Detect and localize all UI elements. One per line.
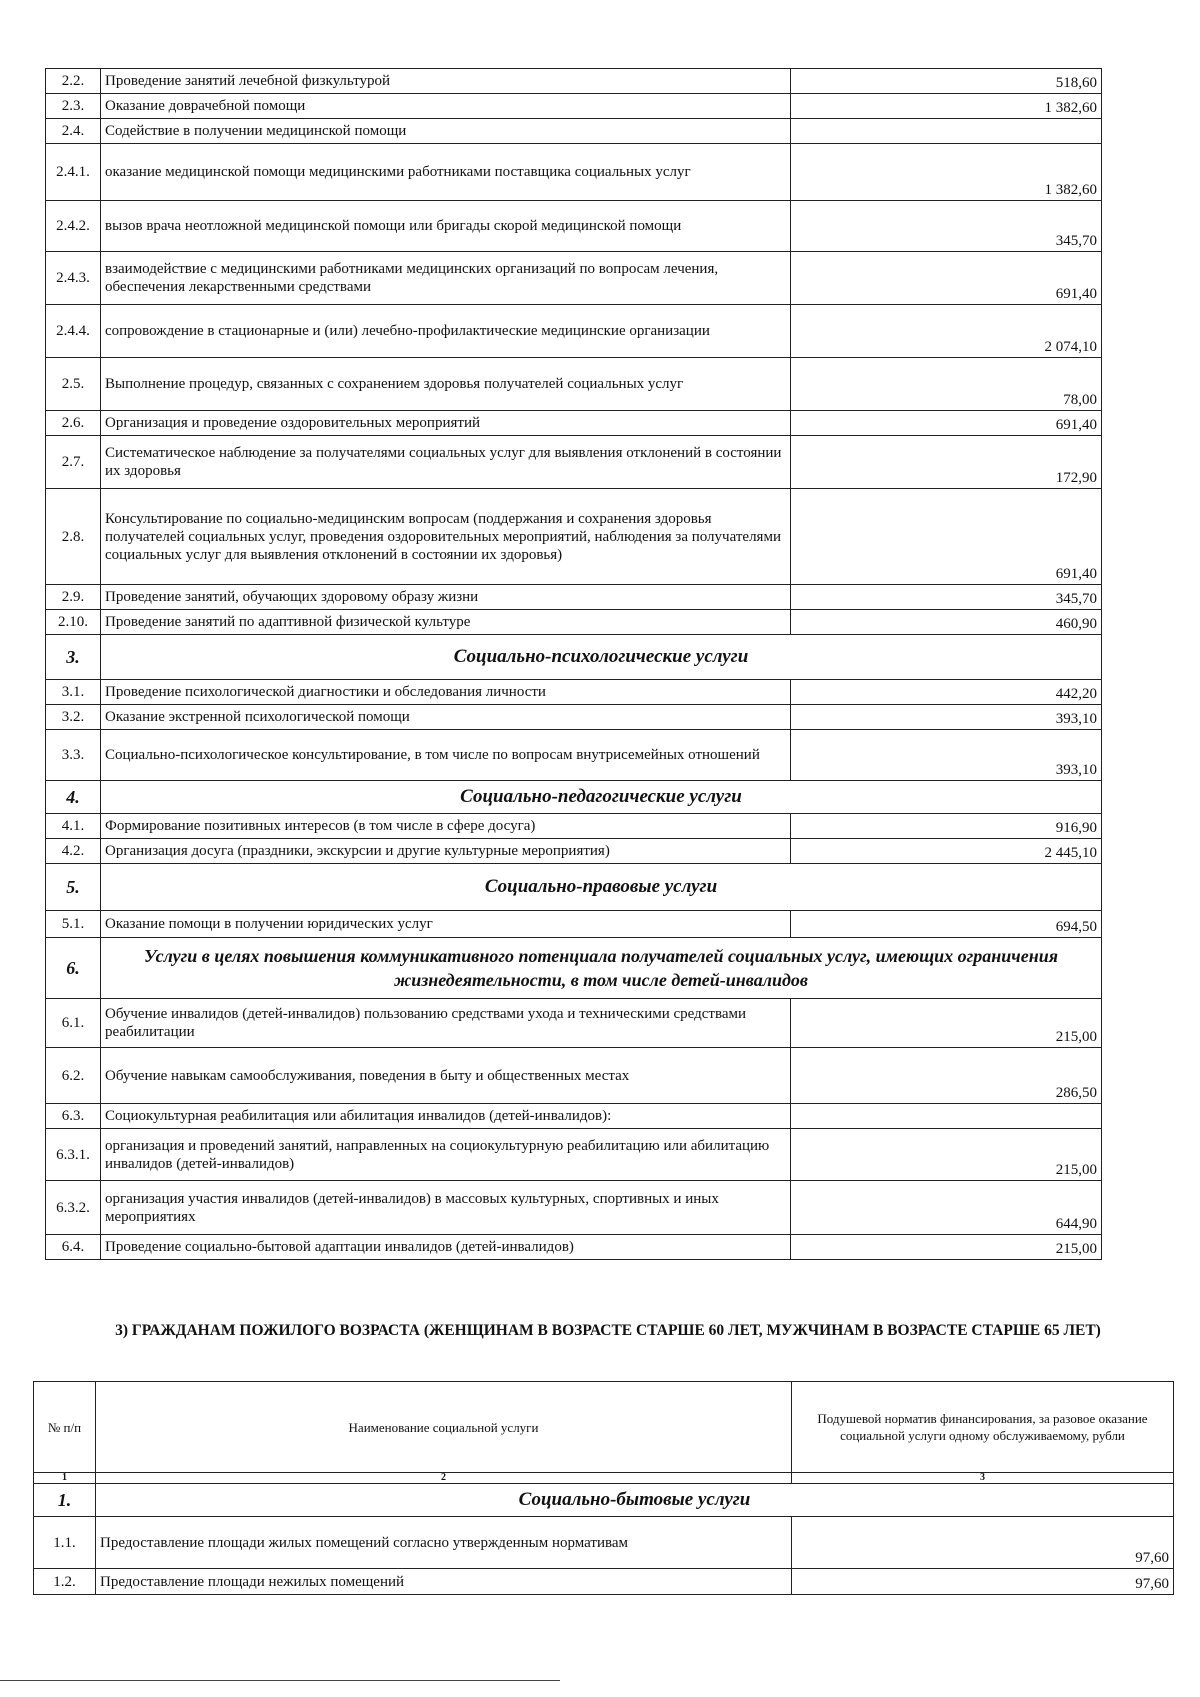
norm-value: 345,70 [791, 585, 1102, 610]
norm-value: 215,00 [791, 1235, 1102, 1260]
services-table-continued [45, 68, 1102, 1260]
service-number: 2.9. [46, 585, 101, 610]
table-header-row [34, 1382, 1174, 1473]
service-number: 3.2. [46, 705, 101, 730]
service-name: Оказание доврачебной помощи [101, 94, 791, 119]
column-number-row [34, 1473, 1174, 1484]
norm-value: 1 382,60 [791, 144, 1102, 201]
service-name: оказание медицинской помощи медицинскими работниками поставщика социальных услуг [101, 144, 791, 201]
service-name: Обучение навыкам самообслуживания, поведения в быту и общественных местах [101, 1048, 791, 1104]
norm-value: 2 074,10 [791, 305, 1102, 358]
service-name: Предоставление площади жилых помещений согласно утвержденным нормативам [96, 1517, 792, 1569]
service-name: Обучение инвалидов (детей-инвалидов) пользованию средствами ухода и техническими средствами реабилитации [101, 999, 791, 1048]
table-row [46, 305, 1102, 358]
table-row [34, 1517, 1174, 1569]
service-number: 6.1. [46, 999, 101, 1048]
service-name: Организация досуга (праздники, экскурсии и другие культурные мероприятия) [101, 839, 791, 864]
services-table-body [46, 69, 1102, 1260]
service-name: Выполнение процедур, связанных с сохранением здоровья получателей социальных услуг [101, 358, 791, 411]
service-number: 6.4. [46, 1235, 101, 1260]
service-number: 5.1. [46, 911, 101, 938]
table-row [46, 911, 1102, 938]
norm-value [791, 119, 1102, 144]
service-name: Оказание экстренной психологической помощи [101, 705, 791, 730]
service-name: вызов врача неотложной медицинской помощи или бригады скорой медицинской помощи [101, 201, 791, 252]
service-name: сопровождение в стационарные и (или) лечебно-профилактические медицинские организации [101, 305, 791, 358]
service-number: 6.3.1. [46, 1129, 101, 1181]
table-row [46, 585, 1102, 610]
column-number: 3 [792, 1473, 1174, 1484]
service-number: 3.3. [46, 730, 101, 781]
service-number: 2.4.4. [46, 305, 101, 358]
section-title: Социально-правовые услуги [101, 864, 1102, 911]
norm-value: 518,60 [791, 69, 1102, 94]
norm-value: 393,10 [791, 705, 1102, 730]
norm-value: 215,00 [791, 1129, 1102, 1181]
norm-value: 691,40 [791, 411, 1102, 436]
section-number: 3. [46, 635, 101, 680]
norm-value: 286,50 [791, 1048, 1102, 1104]
table-row [46, 1048, 1102, 1104]
norm-value: 691,40 [791, 489, 1102, 585]
table-row [46, 1129, 1102, 1181]
service-number: 2.8. [46, 489, 101, 585]
header-service-name: Наименование социальной услуги [96, 1382, 792, 1473]
footer-rule [0, 1680, 560, 1681]
service-name: Систематическое наблюдение за получателями социальных услуг для выявления отклонений в состоянии их здоровья [101, 436, 791, 489]
service-number: 2.10. [46, 610, 101, 635]
service-number: 6.3. [46, 1104, 101, 1129]
section-row [46, 781, 1102, 814]
service-number: 6.3.2. [46, 1181, 101, 1235]
norm-value [791, 1104, 1102, 1129]
norm-value: 172,90 [791, 436, 1102, 489]
table-row [46, 839, 1102, 864]
service-name: Социально-психологическое консультирование, в том числе по вопросам внутрисемейных отношений [101, 730, 791, 781]
section-number: 5. [46, 864, 101, 911]
service-number: 1.1. [34, 1517, 96, 1569]
service-number: 4.1. [46, 814, 101, 839]
service-name: Предоставление площади нежилых помещений [96, 1569, 792, 1595]
table-row [46, 730, 1102, 781]
table-row [46, 1104, 1102, 1129]
header-number: № п/п [34, 1382, 96, 1473]
service-name: Оказание помощи в получении юридических услуг [101, 911, 791, 938]
service-name: организация участия инвалидов (детей-инвалидов) в массовых культурных, спортивных и иных мероприятиях [101, 1181, 791, 1235]
service-name: Проведение социально-бытовой адаптации инвалидов (детей-инвалидов) [101, 1235, 791, 1260]
service-number: 4.2. [46, 839, 101, 864]
service-number: 2.2. [46, 69, 101, 94]
service-number: 2.4.3. [46, 252, 101, 305]
section-title: Социально-педагогические услуги [101, 781, 1102, 814]
column-number: 2 [96, 1473, 792, 1484]
elderly-table-body [34, 1484, 1174, 1595]
norm-value: 345,70 [791, 201, 1102, 252]
table-row [46, 252, 1102, 305]
service-number: 2.4.2. [46, 201, 101, 252]
section-title: Социально-психологические услуги [101, 635, 1102, 680]
table-row [46, 119, 1102, 144]
table-row [46, 705, 1102, 730]
service-number: 2.5. [46, 358, 101, 411]
service-name: Проведение занятий, обучающих здоровому образу жизни [101, 585, 791, 610]
service-number: 2.3. [46, 94, 101, 119]
table-row [46, 814, 1102, 839]
service-name: организация и проведений занятий, направленных на социокультурную реабилитацию или абилитацию инвалидов (детей-инвалидов) [101, 1129, 791, 1181]
service-name: Проведение психологической диагностики и обследования личности [101, 680, 791, 705]
section-title: Социально-бытовые услуги [96, 1484, 1174, 1517]
table-row [46, 680, 1102, 705]
table-row [46, 94, 1102, 119]
table-row [46, 489, 1102, 585]
section-title: Услуги в целях повышения коммуникативного потенциала получателей социальных услуг, имеющих ограничения жизнедеятельности, в том числе детей-инвалидов [101, 938, 1102, 999]
service-number: 2.4. [46, 119, 101, 144]
elderly-services-table [33, 1381, 1174, 1595]
table-row [46, 411, 1102, 436]
service-number: 3.1. [46, 680, 101, 705]
section-row [46, 938, 1102, 999]
table-row [46, 144, 1102, 201]
norm-value: 694,50 [791, 911, 1102, 938]
table-row [46, 1235, 1102, 1260]
table-row [46, 69, 1102, 94]
service-name: Консультирование по социально-медицинским вопросам (поддержания и сохранения здоровья получателей социальных услуг, проведения оздоровительных мероприятий, наблюдения за получателями социальных услуг для выявления отклонений в состоянии их здоровья) [101, 489, 791, 585]
service-number: 1.2. [34, 1569, 96, 1595]
service-name: Организация и проведение оздоровительных мероприятий [101, 411, 791, 436]
service-name: Проведение занятий по адаптивной физической культуре [101, 610, 791, 635]
norm-value: 78,00 [791, 358, 1102, 411]
service-number: 2.7. [46, 436, 101, 489]
service-name: Формирование позитивных интересов (в том числе в сфере досуга) [101, 814, 791, 839]
norm-value: 644,90 [791, 1181, 1102, 1235]
section-heading-elderly: 3) ГРАЖДАНАМ ПОЖИЛОГО ВОЗРАСТА (ЖЕНЩИНАМ В ВОЗРАСТЕ СТАРШЕ 60 ЛЕТ, МУЖЧИНАМ В ВОЗРАСТЕ СТАРШЕ 65 ЛЕТ) [115, 1322, 1101, 1339]
table-row [46, 358, 1102, 411]
table-row [46, 1181, 1102, 1235]
header-norm: Подушевой норматив финансирования, за разовое оказание социальной услуги одному обслуживаемому, рубли [792, 1382, 1174, 1473]
table-row [46, 201, 1102, 252]
service-name: Содействие в получении медицинской помощи [101, 119, 791, 144]
table-row [34, 1569, 1174, 1595]
table-row [46, 436, 1102, 489]
norm-value: 393,10 [791, 730, 1102, 781]
section-number: 1. [34, 1484, 96, 1517]
norm-value: 97,60 [792, 1517, 1174, 1569]
service-name: Проведение занятий лечебной физкультурой [101, 69, 791, 94]
service-name: Социокультурная реабилитация или абилитация инвалидов (детей-инвалидов): [101, 1104, 791, 1129]
service-number: 2.6. [46, 411, 101, 436]
table-row [46, 999, 1102, 1048]
section-number: 6. [46, 938, 101, 999]
norm-value: 2 445,10 [791, 839, 1102, 864]
service-name: взаимодействие с медицинскими работниками медицинских организаций по вопросам лечения, обеспечения лекарственными средствами [101, 252, 791, 305]
norm-value: 442,20 [791, 680, 1102, 705]
section-row [46, 635, 1102, 680]
norm-value: 97,60 [792, 1569, 1174, 1595]
norm-value: 691,40 [791, 252, 1102, 305]
service-number: 6.2. [46, 1048, 101, 1104]
norm-value: 460,90 [791, 610, 1102, 635]
section-row [46, 864, 1102, 911]
table-row [46, 610, 1102, 635]
section-row [34, 1484, 1174, 1517]
column-number: 1 [34, 1473, 96, 1484]
norm-value: 916,90 [791, 814, 1102, 839]
section-number: 4. [46, 781, 101, 814]
service-number: 2.4.1. [46, 144, 101, 201]
norm-value: 1 382,60 [791, 94, 1102, 119]
norm-value: 215,00 [791, 999, 1102, 1048]
